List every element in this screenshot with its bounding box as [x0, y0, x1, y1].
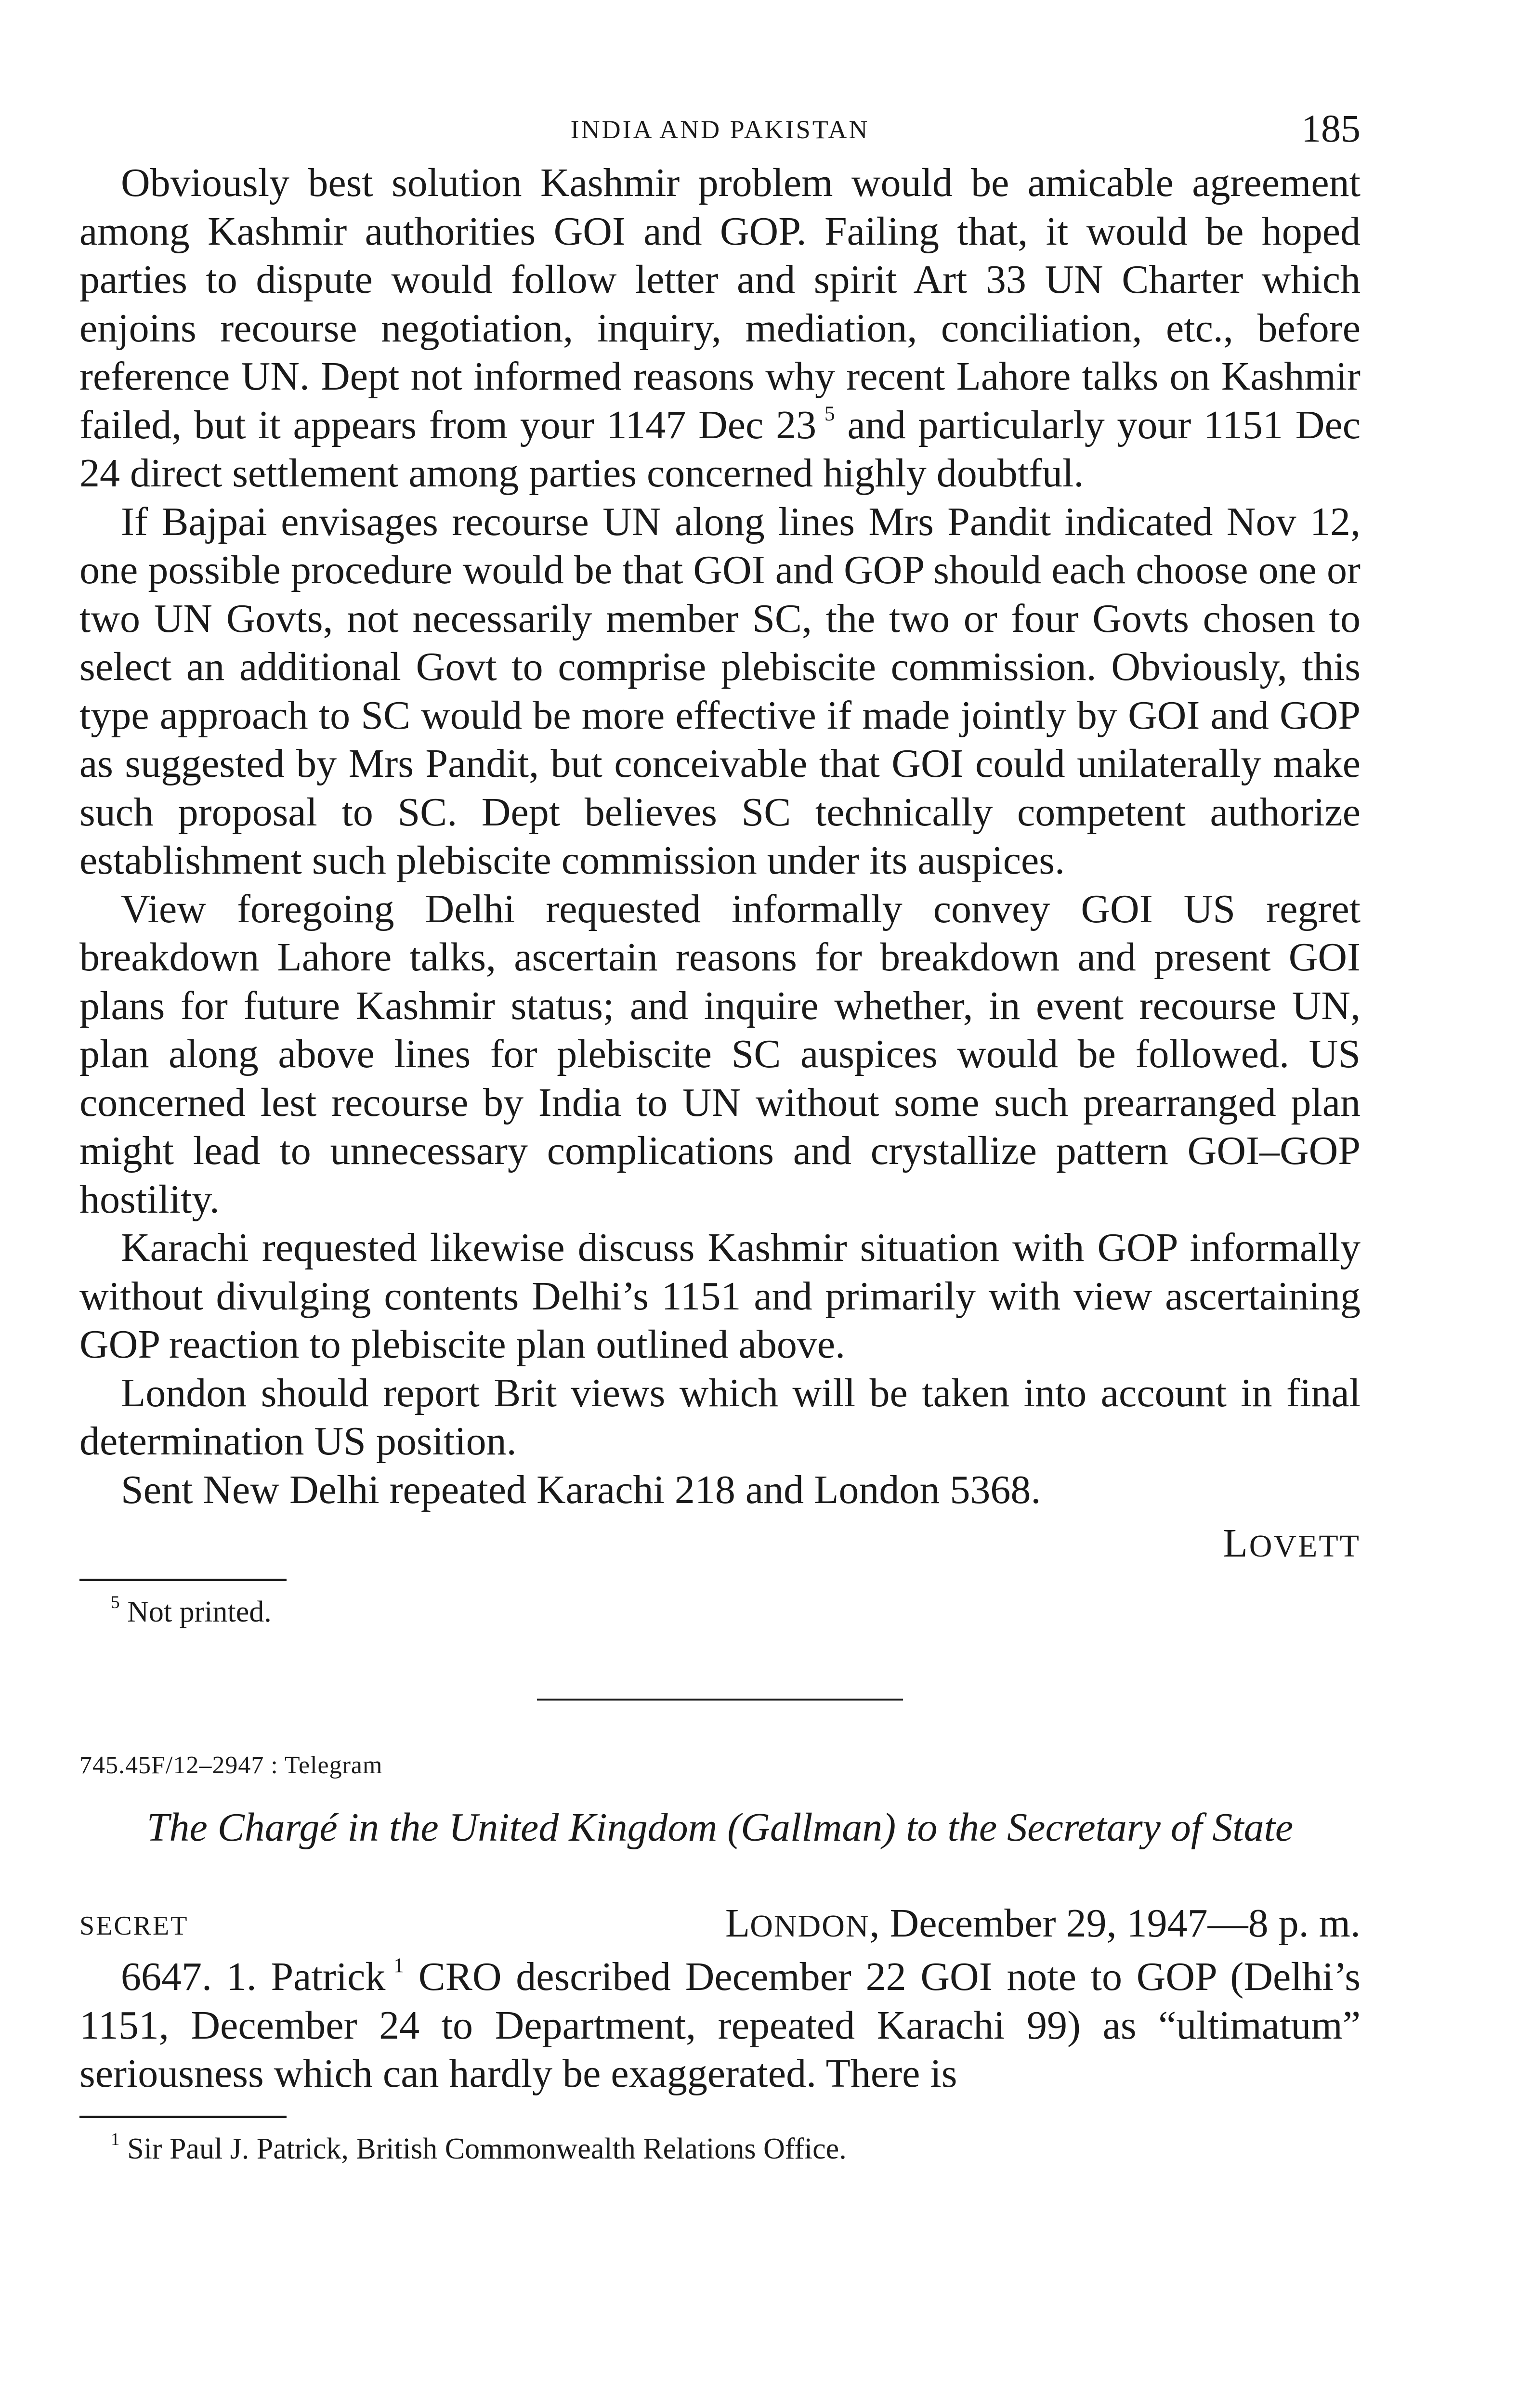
- paragraph-6: Sent New Delhi repeated Karachi 218 and London 5368.: [121, 1467, 1041, 1512]
- paragraph-3: View foregoing Delhi requested informally convey GOI US regret breakdown Lahore talks, ascertain reasons for breakdown and present GOI plans for future Kashmir status; and inquire whether, in event recourse UN, plan along above lines for plebiscite SC auspices would be followed. US concerned lest recourse by India to UN without some such prearranged plan might lead to unnecessary complications and crystallize pattern GOI–GOP hostility.: [79, 886, 1361, 1222]
- footnote-rule-2: [79, 2116, 287, 2118]
- footnote-rule: [79, 1579, 287, 1581]
- paragraph-4: Karachi requested likewise discuss Kashmir situation with GOP informally without divulging contents Delhi’s 1151 and primarily with view ascertaining GOP reaction to plebiscite plan outlined above.: [79, 1225, 1361, 1367]
- footnote-5-mark: 5: [111, 1593, 120, 1613]
- footnote-1-mark: 1: [111, 2129, 120, 2149]
- paragraph-1-tail: and particularly your 1151 Dec 24 direct settlement among parties concerned highly doubtful.: [79, 402, 1361, 496]
- footnote-1: [79, 2130, 1361, 2168]
- section-divider: [537, 1699, 903, 1701]
- page-number: 185: [1301, 106, 1361, 150]
- footnote-5-text: Not printed.: [127, 1596, 272, 1628]
- footnote-5: [79, 1593, 1361, 1631]
- telegram-2-body: [79, 1953, 1361, 2098]
- telegram-2-paragraph: [79, 1953, 1361, 2098]
- paragraph-2: If Bajpai envisages recourse UN along lines Mrs Pandit indicated Nov 12, one possible procedure would be that GOI and GOP should each choose one or two UN Govts, not necessarily member SC, the two or four Govts chosen to select an additional Govt to comprise plebiscite commission. Obviously, this type approach to SC would be more effective if made jointly by GOI and GOP as suggested by Mrs Pandit, but conceivable that GOI could unilaterally make such proposal to SC. Dept believes SC technically competent authorize establishment such plebiscite commission under its auspices.: [79, 499, 1361, 883]
- telegram-2-paragraph-start: 6647. 1. Patrick: [121, 1954, 386, 1999]
- classification-label: SECRET: [79, 1911, 189, 1941]
- telegram-2-paragraph-rest: CRO described December 22 GOI note to GOP (Delhi’s 1151, December 24 to Department, repeated Karachi 99) as “ultimatum” seriousness which can hardly be exaggerated. There is: [79, 1954, 1361, 2096]
- place-rest: ONDON: [750, 1909, 870, 1944]
- page: [79, 106, 1361, 2168]
- paragraph-5: London should report Brit views which will be taken into account in final determination US position.: [79, 1370, 1361, 1464]
- place-initial: L: [725, 1901, 750, 1946]
- paragraph-1-text: Obviously best solution Kashmir problem would be amicable agreement among Kashmir authorities GOI and GOP. Failing that, it would be hoped parties to dispute would follow letter and spirit Art 33 UN Charter which enjoins recourse negotiation, inquiry, mediation, conciliation, etc., before reference UN. Dept not informed reasons why recent Lahore talks on Kashmir failed, but it appears from your 1147 Dec 23: [79, 160, 1361, 447]
- footnote-ref-1: 1: [393, 1953, 405, 1977]
- running-head-title: INDIA AND PAKISTAN: [570, 115, 870, 144]
- telegram-body: [79, 159, 1361, 1514]
- signature: [79, 1517, 1361, 1570]
- place-and-date: [725, 1900, 1361, 1947]
- footnote-ref-5: 5: [824, 402, 835, 425]
- document-title: The Chargé in the United Kingdom (Gallman) to the Secretary of State: [146, 1805, 1294, 1850]
- signature-rest: OVETT: [1249, 1529, 1361, 1564]
- paragraph-1: [79, 159, 1361, 498]
- file-reference: 745.45F/12–2947 : Telegram: [79, 1752, 383, 1779]
- footnote-1-text: Sir Paul J. Patrick, British Commonwealth Relations Office.: [127, 2132, 847, 2165]
- signature-initial: L: [1223, 1521, 1249, 1566]
- date-time: , December 29, 1947—8 p. m.: [869, 1901, 1361, 1946]
- running-head: [79, 106, 1361, 159]
- dateline: [79, 1900, 1361, 1953]
